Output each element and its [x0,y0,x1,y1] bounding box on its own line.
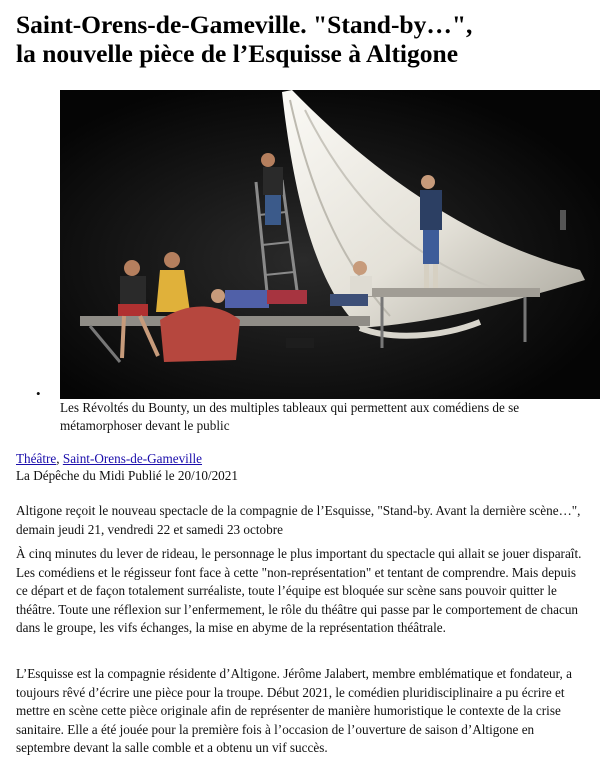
tag-links [16,450,586,467]
article-title [16,10,586,68]
paragraph-synopsis: À cinq minutes du lever de rideau, le personnage le plus important du spectacle qui allait se jouer disparaît. Les comédiens et le régisseur font face à cette "non-représentation" et tentant de comprendre. Mais depuis ce départ et de façon totalement surréaliste, toute l’équipe est bloquée sur scène sans pouvoir quitter le théâtre. Toute une réflexion sur l’enfermement, le rôle du théâtre qui passe par le comportement de chacun dans le groupe, les vifs échanges, la mise en abyme de la représentation théâtrale. [16,546,582,635]
red-blanket [160,306,240,362]
stage-platform-right [360,288,540,297]
title-line-1: Saint-Orens-de-Gameville. "Stand-by…", [16,10,473,39]
source-line: La Dépêche du Midi Publié le 20/10/2021 [16,468,238,483]
list-bullet: • [36,386,41,401]
prop-case [286,338,314,348]
article-photo [60,90,600,399]
image-caption: Les Révoltés du Bounty, un des multiples tableaux qui permettent aux comédiens de se métamorphoser devant le public [60,400,520,433]
title-line-2: la nouvelle pièce de l’Esquisse à Altigone [16,39,459,68]
tag-link-theatre[interactable]: Théâtre [16,451,57,466]
article-meta [16,450,586,484]
paragraph-company: L’Esquisse est la compagnie résidente d’Altigone. Jérôme Jalabert, membre emblématique et fondateur, a toujours rêvé d’écrire une pièce pour la troupe. Début 2021, le comédien pluridisciplinaire a pu écrire et mettre en scène cette pièce originale afin de représenter de manière humoristique le contexte de la crise sanitaire. Elle a été jouée pour la première fois à l’occasion de l’ouverture de saison d’Altigone en septembre devant la salle comble et a obtenu un vif succès. [16,666,572,755]
tag-separator: , [56,451,63,466]
stage-scene-illustration [60,90,600,399]
tag-link-saint-orens[interactable]: Saint-Orens-de-Gameville [62,451,203,466]
stage-light [560,210,566,230]
paragraph-intro: Altigone reçoit le nouveau spectacle de la compagnie de l’Esquisse, "Stand-by. Avant la dernière scène…", demain jeudi 21, vendredi 22 et samedi 23 octobre [16,503,581,537]
